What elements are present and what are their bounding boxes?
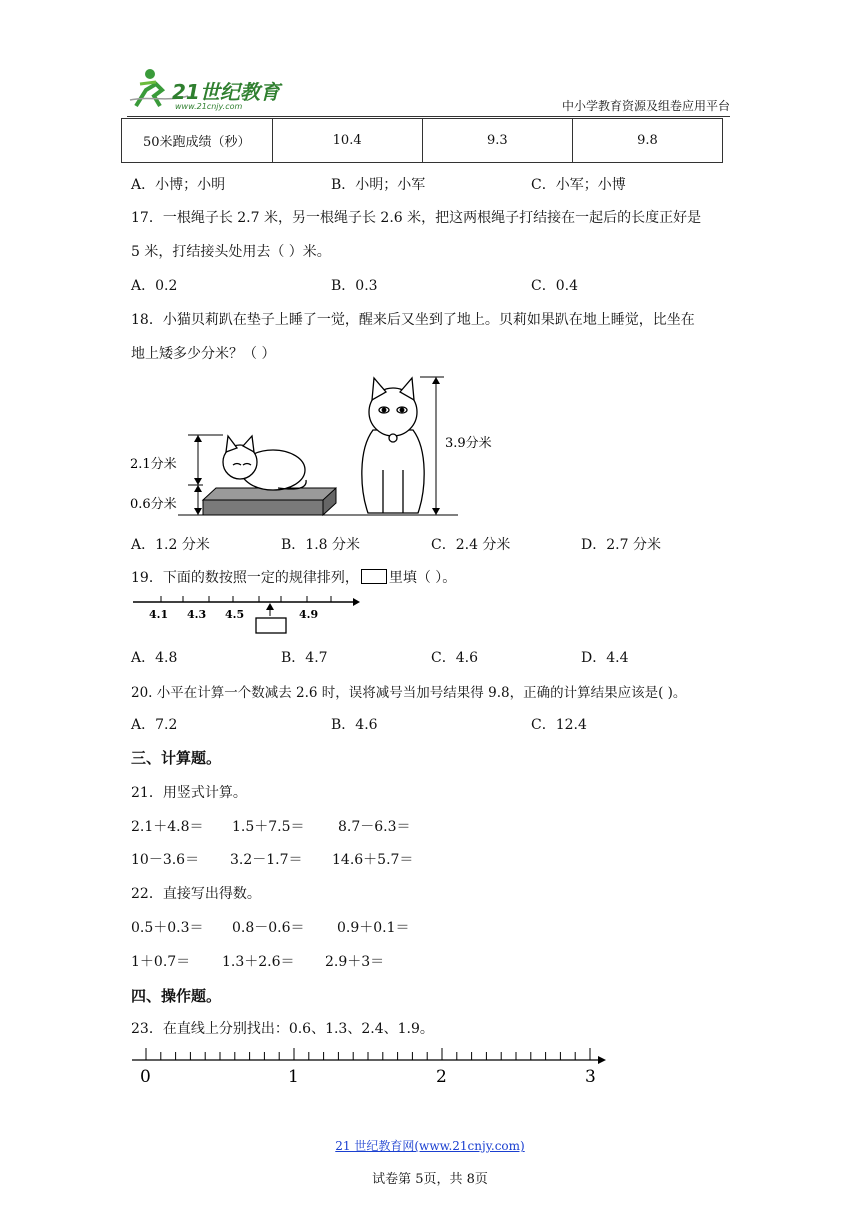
- q22-expression: 0.8－0.6＝: [232, 920, 305, 936]
- q21-expression: 3.2－1.7＝: [230, 852, 303, 868]
- q23-title: 23．在直线上分别找出：0.6、1.3、2.4、1.9。: [131, 1021, 434, 1037]
- q19-option-d[interactable]: D．4.4: [581, 650, 629, 666]
- arrow-head: [194, 478, 202, 485]
- label-mat-height: 0.6分米: [130, 497, 177, 512]
- q17-option-b[interactable]: B．0.3: [331, 278, 378, 294]
- q19-text-after: 里填（ ）。: [388, 570, 457, 586]
- q19-number-line: [131, 592, 361, 637]
- tick-label: 4.1: [149, 608, 169, 621]
- arrow-head: [432, 377, 440, 384]
- q22-expression: 2.9＋3＝: [325, 954, 385, 970]
- q18-option-b[interactable]: B．1.8 分米: [281, 537, 361, 553]
- tick-label: 4.3: [187, 608, 207, 621]
- score-table: [121, 118, 723, 163]
- q20-option-a[interactable]: A．7.2: [131, 717, 178, 733]
- q17-text-line1: 17．一根绳子长 2.7 米，另一根绳子长 2.6 米，把这两根绳子打结接在一起后的长度正好是: [131, 210, 702, 226]
- label-sitting-height: 3.9分米: [445, 436, 492, 451]
- q19-option-b[interactable]: B．4.7: [281, 650, 328, 666]
- q20-option-c[interactable]: C．12.4: [531, 717, 587, 733]
- section-heading-operation: 四、操作题。: [131, 987, 222, 1005]
- q19-text-before: 19．下面的数按照一定的规律排列，: [131, 570, 359, 586]
- q21-expression: 1.5＋7.5＝: [232, 819, 305, 835]
- platform-name: 中小学教育资源及组卷应用平台: [562, 99, 731, 113]
- header-divider: [127, 116, 730, 117]
- section-heading-calculation: 三、计算题。: [131, 749, 222, 767]
- q18-text-line2: 地上矮多少分米？（ ）: [131, 346, 276, 362]
- q21-expression: 10－3.6＝: [131, 852, 200, 868]
- q21-title: 21．用竖式计算。: [131, 785, 247, 801]
- q22-expression: 1.3＋2.6＝: [222, 954, 295, 970]
- q19-option-a[interactable]: A．4.8: [131, 650, 178, 666]
- q22-expression: 0.5＋0.3＝: [131, 920, 204, 936]
- q16-option-a[interactable]: A．小博；小明: [131, 177, 226, 193]
- label-lying-height: 2.1分米: [130, 457, 177, 472]
- arrow-head: [266, 603, 274, 610]
- q20-text: 20. 小平在计算一个数减去 2.6 时，误将减号当加号结果得 9.8，正确的计算结果应该是( )。: [131, 685, 687, 701]
- q18-option-a[interactable]: A．1.2 分米: [131, 537, 210, 553]
- q16-option-c[interactable]: C．小军；小博: [531, 177, 626, 193]
- arrow-head: [194, 485, 202, 492]
- q17-text-line2: 5 米，打结接头处用去（ ）米。: [131, 244, 331, 260]
- logo-url: www.21cnjy.com: [175, 102, 243, 111]
- q21-expression: 8.7－6.3＝: [338, 819, 411, 835]
- page-number: 试卷第 5页，共 8页: [372, 1172, 488, 1187]
- footer-link[interactable]: 21 世纪教育网(www.21cnjy.com): [335, 1139, 525, 1153]
- q19-option-c[interactable]: C．4.6: [431, 650, 478, 666]
- number-label: 3: [585, 1067, 596, 1087]
- mat-front: [203, 500, 323, 515]
- q21-expression: 14.6＋5.7＝: [332, 852, 414, 868]
- answer-box: [256, 618, 286, 633]
- number-label: 1: [288, 1067, 299, 1087]
- q19-text: [131, 567, 456, 587]
- table-cell-label: 50米跑成绩（秒）: [122, 119, 273, 163]
- arrow-head: [194, 508, 202, 515]
- q22-title: 22．直接写出得数。: [131, 886, 261, 902]
- q21-expression: 2.1＋4.8＝: [131, 819, 204, 835]
- cat-figure: [128, 370, 508, 520]
- table-cell: 10.4: [272, 119, 422, 163]
- tick-label: 4.5: [225, 608, 245, 621]
- q18-option-d[interactable]: D．2.7 分米: [581, 537, 661, 553]
- table-cell: 9.3: [422, 119, 572, 163]
- answer-box-icon: [361, 569, 387, 584]
- q18-option-c[interactable]: C．2.4 分米: [431, 537, 511, 553]
- tick-label: 4.9: [299, 608, 319, 621]
- arrow-head: [432, 508, 440, 515]
- arrow-head: [194, 435, 202, 442]
- q17-option-c[interactable]: C．0.4: [531, 278, 578, 294]
- sitting-cat-icon: [362, 378, 424, 513]
- q23-number-line: [130, 1040, 610, 1090]
- table-row: [122, 119, 723, 163]
- q18-text-line1: 18．小猫贝莉趴在垫子上睡了一觉，醒来后又坐到了地上。贝莉如果趴在地上睡觉，比坐在: [131, 312, 695, 328]
- q17-option-a[interactable]: A．0.2: [131, 278, 178, 294]
- sleeping-cat-icon: [223, 436, 306, 490]
- table-cell: 9.8: [572, 119, 722, 163]
- arrow-head: [353, 598, 360, 606]
- q22-expression: 0.9＋0.1＝: [337, 920, 410, 936]
- logo-title: 21世纪教育: [172, 80, 280, 104]
- q20-option-b[interactable]: B．4.6: [331, 717, 378, 733]
- q16-option-b[interactable]: B．小明；小军: [331, 177, 426, 193]
- number-label: 0: [140, 1067, 151, 1087]
- q22-expression: 1＋0.7＝: [131, 954, 191, 970]
- arrow-head: [598, 1056, 606, 1064]
- number-label: 2: [436, 1067, 447, 1087]
- tick-group: [146, 1048, 590, 1060]
